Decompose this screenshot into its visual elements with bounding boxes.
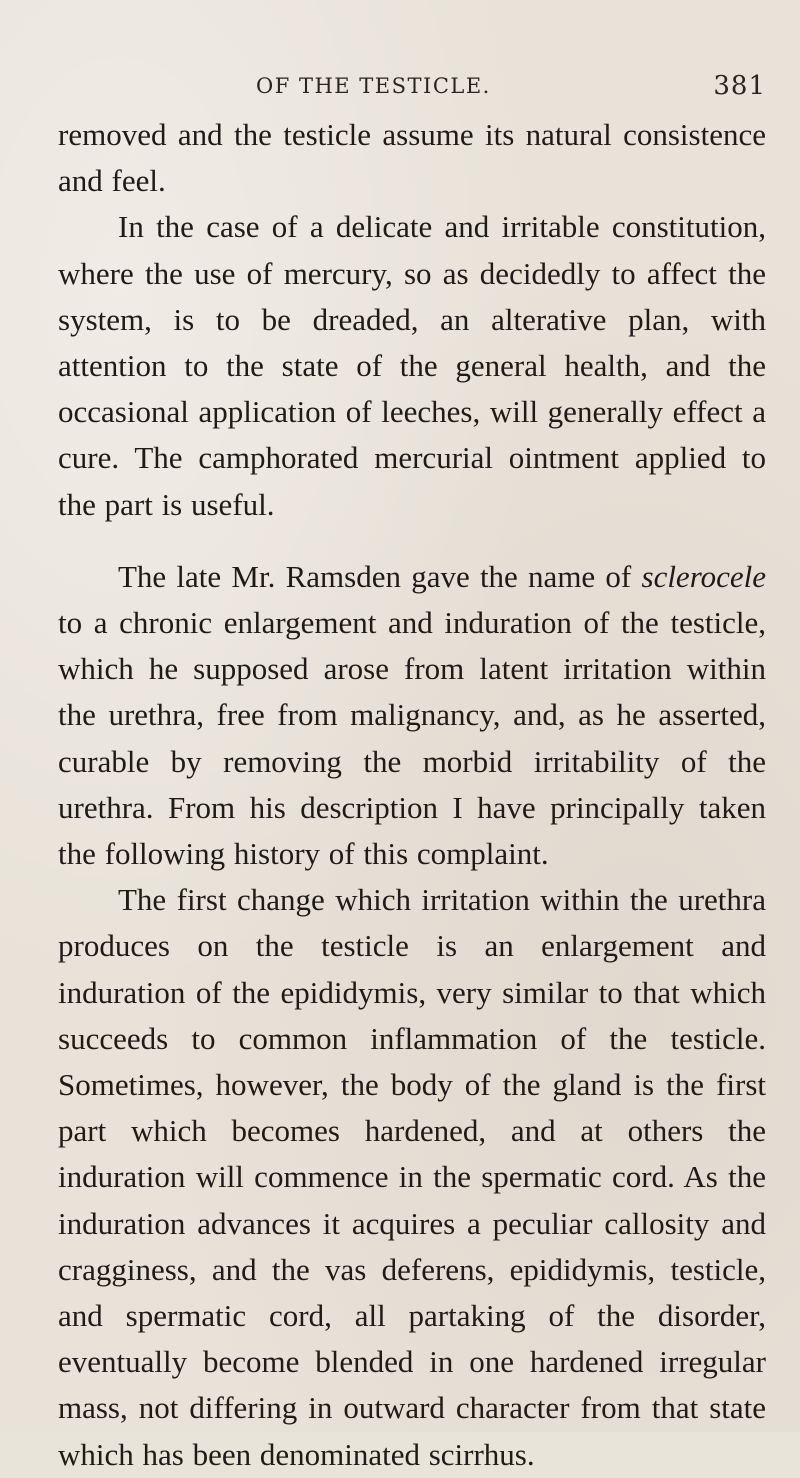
body-text xyxy=(58,112,766,1478)
paragraph-3-before-term: The late Mr. Ramsden gave the name of xyxy=(118,558,642,594)
paragraph-2: In the case of a delicate and irritable constitution, where the use of mercury, so as decidedly to affect the system, is to be dreaded, an alterative plan, with attention to the state of the general health, and the occasional application of leeches, will generally effect a cure. The camphorated mercurial ointment applied to the part is useful. xyxy=(58,209,766,522)
running-head xyxy=(256,66,766,106)
running-title: OF THE TESTICLE. xyxy=(256,74,491,98)
paragraph-4: The first change which irritation within the urethra produces on the testicle is an enlargement and induration of the epididymis, very similar to that which succeeds to common inflammation of the testicle. Sometimes, however, the body of the gland is the first part which becomes hardened, and at others the induration will commence in the spermatic cord. As the induration advances it acquires a peculiar callosity and cragginess, and the vas deferens, epididymis, testicle, and spermatic cord, all partaking of the disorder, eventually become blended in one hardened irregular mass, not differing in outward character from that state which has been denominated scirrhus. xyxy=(58,882,766,1472)
paragraph-3 xyxy=(58,554,766,877)
page-number: 381 xyxy=(713,71,766,101)
paragraph-3-after-term: to a chronic enlargement and induration of the testicle, which he supposed arose from latent irritation within the urethra, free from malignancy, and, as he asserted, curable by removing the morbid irritability of the urethra. From his description I have principally taken the following history of this complaint. xyxy=(58,605,766,872)
paragraph-1: removed and the testicle assume its natural consistence and feel. xyxy=(58,117,766,199)
sclerocele-term: sclerocele xyxy=(641,558,766,594)
